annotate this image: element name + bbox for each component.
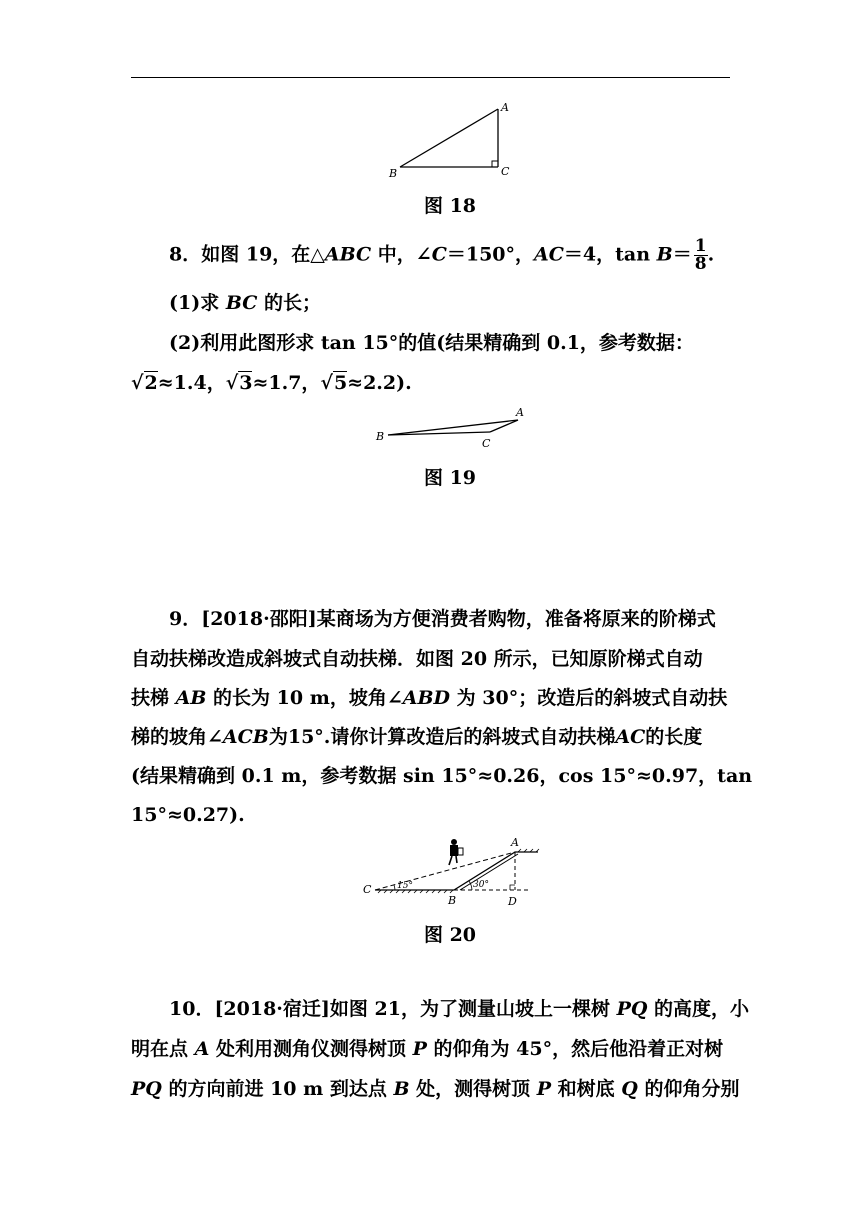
fig20-angle-30: 30° (473, 880, 489, 890)
fig19-label-b: B (376, 430, 385, 443)
figure-20-caption: 图 20 (423, 924, 477, 946)
fig19-label-a: A (516, 406, 524, 419)
fig20-angle-15: 15° (397, 881, 413, 891)
q10-line-3: PQ 的方向前进 10 m 到达点 B 处，测得树顶 P 和树底 Q 的仰角分别 (131, 1078, 740, 1100)
fig20-label-b: B (448, 894, 457, 907)
figure-19 (370, 400, 540, 450)
q9-line-5: (结果精确到 0.1 m，参考数据 sin 15°≈0.26，cos 15°≈0.97，tan (131, 765, 753, 787)
q8-part2: (2)利用此图形求 tan 15°的值(结果精确到 0.1，参考数据： (169, 332, 694, 354)
figure-19-caption: 图 19 (423, 467, 477, 489)
q8-fraction: $\frac{1}{8}$ (694, 236, 707, 274)
figure-18-caption: 图 18 (423, 195, 477, 217)
fig18-label-c: C (501, 165, 510, 178)
fig20-label-c: C (363, 883, 372, 896)
fig20-label-a: A (511, 836, 519, 849)
q10-line-2: 明在点 A 处利用测角仪测得树顶 P 的仰角为 45°，然后他沿着正对树 (131, 1038, 724, 1060)
fig18-label-a: A (501, 101, 509, 114)
q9-line-1: 9．[2018·邵阳]某商场为方便消费者购物，准备将原来的阶梯式 (169, 608, 716, 630)
fig19-label-c: C (482, 437, 491, 450)
person-icon (449, 839, 463, 865)
fig20-label-d: D (508, 895, 517, 908)
q10-line-1: 10．[2018·宿迁]如图 21，为了测量山坡上一棵树 PQ 的高度，小 (169, 998, 750, 1020)
q9-line-4: 梯的坡角∠ACB为15°.请你计算改造后的斜坡式自动扶梯AC的长度 (131, 726, 703, 748)
figure-18 (380, 95, 520, 185)
fig18-label-b: B (389, 167, 398, 180)
figure-20 (360, 835, 550, 915)
header-rule (131, 77, 730, 78)
q8-stem: 8．如图 19，在△ABC 中，∠C＝150°，AC＝4，tan B＝ $\frac{1}{8}$ . (169, 236, 715, 274)
q8-reference-data: √2≈1.4，√3≈1.7，√5≈2.2). (131, 372, 412, 394)
q9-line-3: 扶梯 AB 的长为 10 m，坡角∠ABD 为 30°；改造后的斜坡式自动扶 (131, 687, 728, 709)
q9-line-6: 15°≈0.27). (131, 804, 245, 826)
q8-part1: (1)求 BC 的长； (169, 292, 321, 314)
q9-line-2: 自动扶梯改造成斜坡式自动扶梯．如图 20 所示，已知原阶梯式自动 (131, 648, 703, 670)
